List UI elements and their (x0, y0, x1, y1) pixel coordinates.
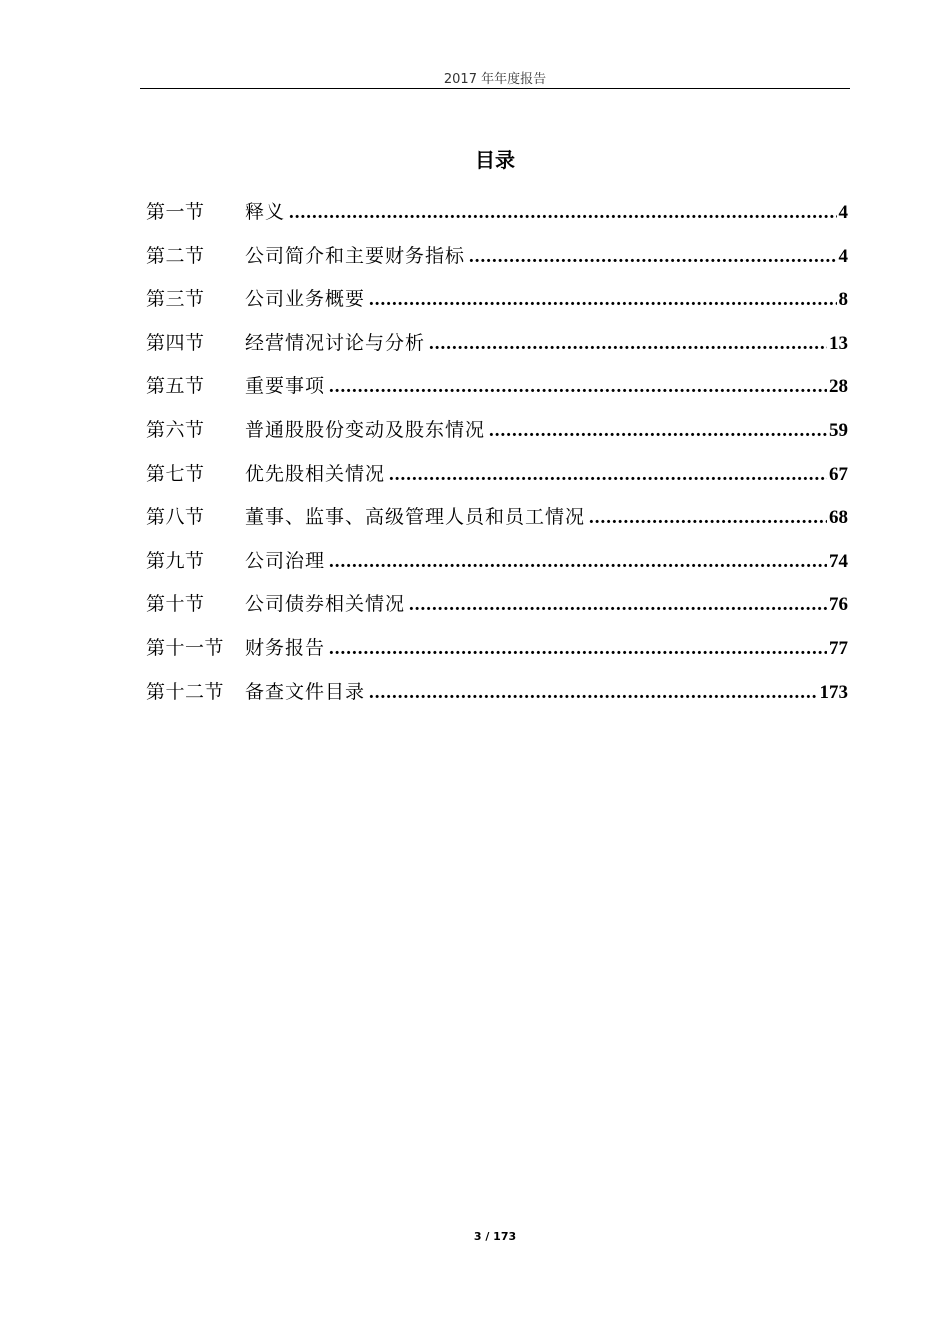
toc-section-number: 第十一节 (146, 636, 225, 659)
toc-page-number: 77 (829, 637, 848, 659)
toc-entry-8[interactable] (146, 502, 848, 546)
toc-entry-9[interactable] (146, 546, 848, 590)
toc-dot-leader (469, 246, 836, 268)
toc-page-number: 74 (829, 550, 848, 572)
toc-page-number: 28 (829, 376, 848, 398)
toc-section-name: 重要事项 (245, 375, 326, 398)
toc-entry-5[interactable] (146, 371, 848, 415)
toc-entry-10[interactable] (146, 589, 848, 633)
toc-section-number: 第二节 (146, 244, 205, 267)
page-header: 2017 年年度报告 (443, 72, 547, 87)
toc-section-number: 第九节 (146, 549, 205, 572)
toc-dot-leader (329, 376, 827, 398)
toc-dot-leader (369, 289, 836, 311)
toc-page-number: 4 (838, 245, 848, 267)
toc-page-number: 173 (819, 681, 848, 703)
toc-section-name: 公司治理 (245, 549, 326, 572)
toc-page-number: 67 (829, 463, 848, 485)
toc-section-name: 备查文件目录 (245, 680, 366, 703)
toc-dot-leader (589, 507, 827, 529)
toc-page-number: 4 (838, 202, 848, 223)
toc-section-number: 第七节 (146, 462, 205, 485)
toc-section-number: 第十二节 (146, 680, 225, 703)
header-divider (140, 88, 850, 89)
toc-page-number: 68 (829, 507, 848, 529)
toc-dot-leader (289, 202, 836, 224)
toc-dot-leader (409, 594, 827, 616)
toc-section-name: 普通股股份变动及股东情况 (245, 418, 486, 441)
toc-page-number: 8 (838, 289, 848, 311)
toc-dot-leader (369, 682, 817, 704)
toc-section-name: 经营情况讨论与分析 (245, 331, 426, 354)
toc-page-number: 59 (829, 419, 848, 441)
table-of-contents (146, 197, 848, 720)
toc-entry-7[interactable] (146, 459, 848, 503)
toc-section-name: 公司简介和主要财务指标 (245, 244, 466, 267)
toc-entry-6[interactable] (146, 415, 848, 459)
toc-section-number: 第八节 (146, 506, 205, 529)
toc-section-name: 公司债券相关情况 (245, 593, 406, 616)
toc-section-name: 公司业务概要 (245, 288, 366, 311)
toc-section-number: 第四节 (146, 331, 205, 354)
toc-dot-leader (329, 551, 827, 573)
toc-dot-leader (389, 464, 827, 486)
toc-page-number: 76 (829, 594, 848, 616)
toc-entry-2[interactable] (146, 241, 848, 285)
toc-entry-1[interactable] (146, 197, 848, 241)
toc-entry-4[interactable] (146, 328, 848, 372)
toc-section-number: 第一节 (146, 201, 205, 223)
toc-page-number: 13 (829, 332, 848, 354)
toc-entry-12[interactable] (146, 677, 848, 721)
toc-entry-11[interactable] (146, 633, 848, 677)
toc-section-name: 财务报告 (245, 636, 326, 659)
toc-section-name: 董事、监事、高级管理人员和员工情况 (245, 506, 586, 529)
toc-dot-leader (329, 638, 827, 660)
page-indicator: 3 / 173 (473, 1230, 517, 1243)
toc-dot-leader (489, 420, 827, 442)
toc-dot-leader (429, 333, 827, 355)
toc-section-number: 第六节 (146, 418, 205, 441)
toc-section-number: 第三节 (146, 288, 205, 311)
toc-section-number: 第五节 (146, 375, 205, 398)
toc-section-name: 释义 (245, 201, 286, 223)
toc-section-name: 优先股相关情况 (245, 462, 386, 485)
toc-section-number: 第十节 (146, 593, 205, 616)
toc-entry-3[interactable] (146, 284, 848, 328)
toc-title: 目录 (475, 148, 515, 172)
